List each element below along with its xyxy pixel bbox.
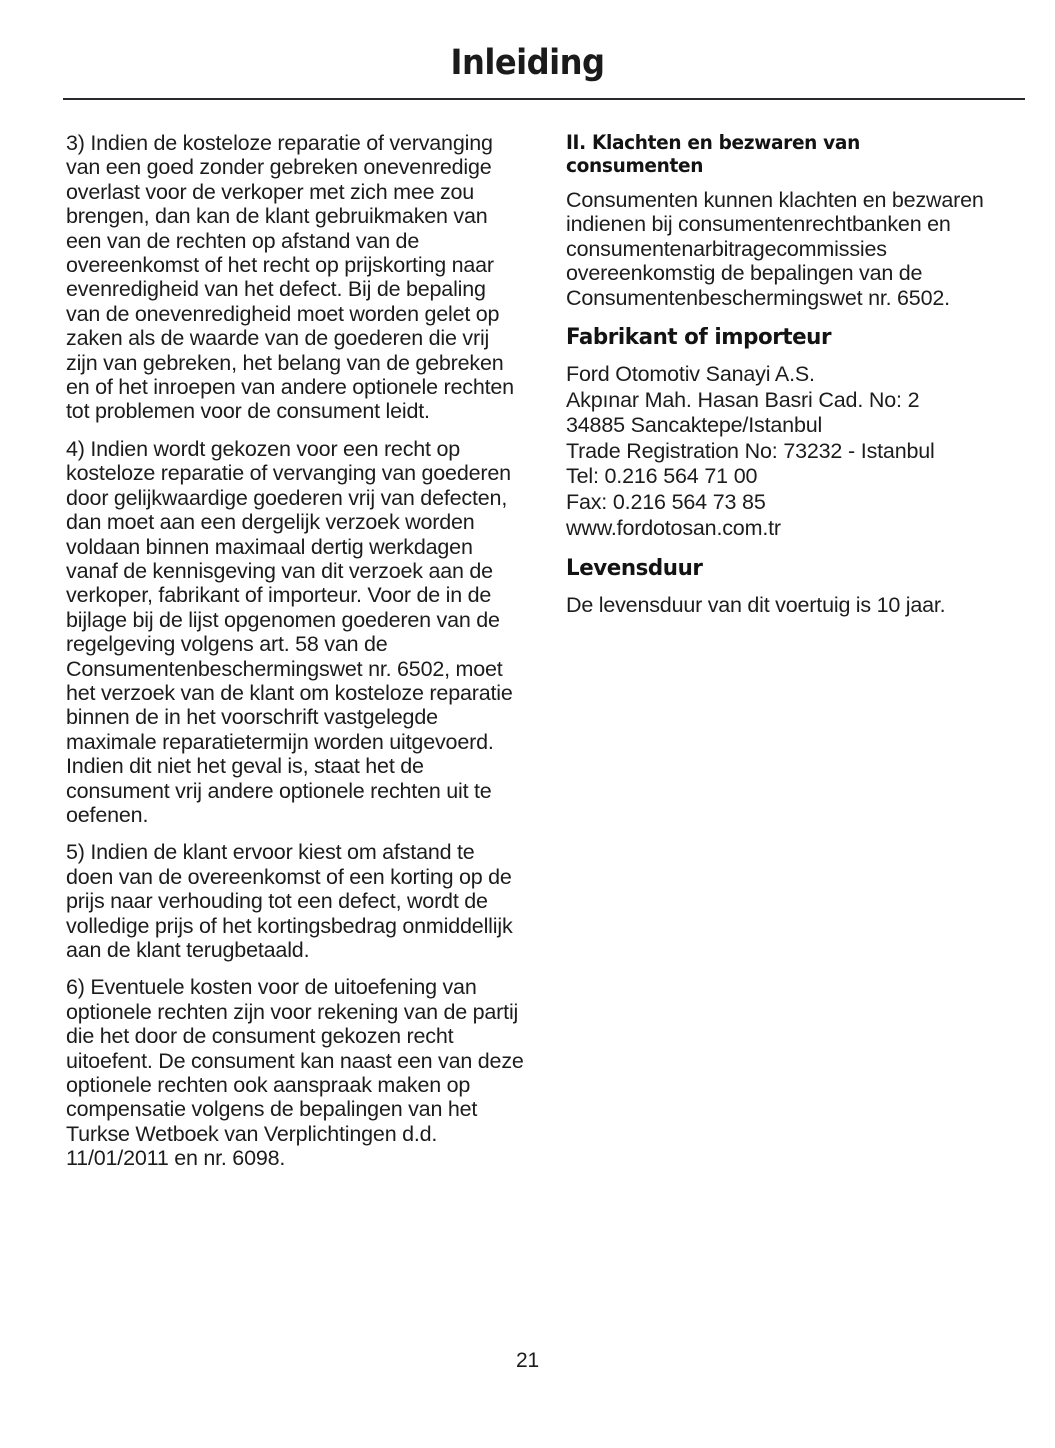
address-line-telephone: Tel: 0.216 564 71 00: [566, 464, 758, 489]
address-line-company: Ford Otomotiv Sanayi A.S.: [566, 362, 815, 387]
paragraph-5: 5) Indien de klant ervoor kiest om afstand te doen van de overeenkomst of een korting op de prijs naar verhouding tot een defect, wordt de volledige prijs of het kortingsbedrag onmiddellijk aan de klant terugbetaald.: [66, 840, 513, 962]
address-line-city: 34885 Sancaktepe/Istanbul: [566, 413, 823, 438]
right-column: [566, 131, 1024, 618]
heading-manufacturer-or-importer: Fabrikant of importeur: [566, 324, 832, 351]
left-column: [66, 131, 524, 1171]
paragraph-6: 6) Eventuele kosten voor de uitoefening van optionele rechten zijn voor rekening van de partij die het door de consument gekozen recht uitoefent. De consument kan naast een van deze optionele rechten ook aanspraak maken op compensatie volgens de bepalingen van het Turkse Wetboek van Verplichtingen d.d. 11/01/2011 en nr. 6098.: [66, 975, 524, 1171]
address-line-trade-registration: Trade Registration No: 73232 - Istanbul: [566, 438, 935, 463]
lifespan-paragraph: De levensduur van dit voertuig is 10 jaar.: [566, 593, 946, 618]
page-title: Inleiding: [450, 43, 605, 83]
manufacturer-address: [566, 362, 1024, 541]
complaints-paragraph: Consumenten kunnen klachten en bezwaren indienen bij consumentenrechtbanken en consumentenarbitragecommissies overeenkomstig de bepalingen van de Consumentenbeschermingswet nr. 6502.: [566, 188, 984, 310]
content-columns: [0, 131, 1055, 1321]
page-footer: [0, 1340, 1055, 1390]
page-header: [0, 0, 1055, 101]
heading-complaints-and-objections: II. Klachten en bezwaren van consumenten: [566, 131, 860, 177]
header-divider: [63, 98, 1025, 100]
paragraph-3: 3) Indien de kosteloze reparatie of vervanging van een goed zonder gebreken onevenredige overlast voor de verkoper met zich mee zou brengen, dan kan de klant gebruikmaken van een van de rechten op afstand van de overeenkomst of het recht op prijskorting naar evenredigheid van het defect. Bij de bepaling van de onevenredigheid moet worden gelet op zaken als de waarde van de goederen die vrij zijn van gebreken, het belang van de gebreken en of het inroepen van andere optionele rechten tot problemen voor de consument leidt.: [66, 131, 514, 424]
paragraph-4: 4) Indien wordt gekozen voor een recht op kosteloze reparatie of vervanging van goederen door gelijkwaardige goederen vrij van defecten, dan moet aan een dergelijk verzoek worden voldaan binnen maximaal dertig werkdagen vanaf de kennisgeving van dit verzoek aan de verkoper, fabrikant of importeur. Voor de in de bijlage bij de lijst opgenomen goederen van de regelgeving volgens art. 58 van de Consumentenbeschermingswet nr. 6502, moet het verzoek van de klant om kosteloze reparatie binnen de in het voorschrift vastgelegde maximale reparatietermijn worden uitgevoerd. Indien dit niet het geval is, staat het de consument vrij andere optionele rechten uit te oefenen.: [66, 436, 513, 827]
address-line-website: www.fordotosan.com.tr: [566, 515, 781, 540]
heading-lifespan: Levensduur: [566, 555, 703, 582]
address-line-street: Akpınar Mah. Hasan Basri Cad. No: 2: [566, 387, 920, 412]
address-line-fax: Fax: 0.216 564 73 85: [566, 490, 766, 514]
page-number: 21: [516, 1349, 539, 1372]
